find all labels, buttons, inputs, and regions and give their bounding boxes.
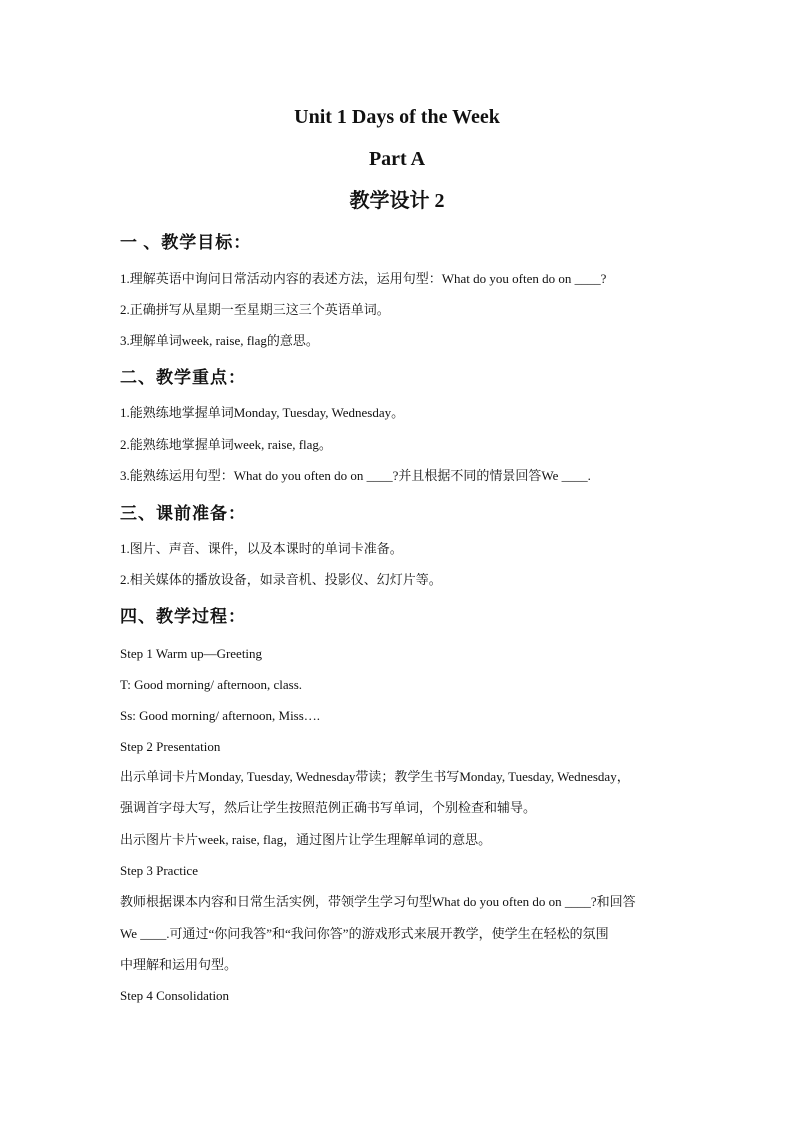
document-part: Part A [368,148,426,170]
process-line: Ss: Good morning/ afternoon, Miss…. [120,708,321,723]
process-line: T: Good morning/ afternoon, class. [120,677,303,692]
process-line: Step 3 Practice [120,863,198,878]
section-heading-key-points: 二、教学重点： [120,368,246,387]
key-point-item: 2.能熟练地掌握单词week, raise, flag。 [120,437,332,452]
key-point-item: 3.能熟练运用句型：What do you often do on ____?并且根据不同的情景回答We ____. [120,468,591,483]
process-line: 出示图片卡片week, raise, flag，通过图片让学生理解单词的意思。 [120,832,492,847]
preparation-item: 1.图片、声音、课件，以及本课时的单词卡准备。 [120,541,403,556]
process-line: Step 4 Consolidation [120,988,230,1003]
preparation-item: 2.相关媒体的播放设备，如录音机、投影仪、幻灯片等。 [120,572,442,587]
document-design-label: 教学设计 2 [349,190,445,212]
section-heading-objectives: 一 、教学目标： [120,233,252,252]
document-title: Unit 1 Days of the Week [294,106,500,128]
process-line: 教师根据课本内容和日常生活实例，带领学生学习句型What do you often do on ____?和回答 [120,894,636,909]
section-heading-process: 四、教学过程： [120,607,246,626]
process-line: Step 1 Warm up—Greeting [120,646,263,661]
process-line: Step 2 Presentation [120,739,221,754]
objective-item: 2.正确拼写从星期一至星期三这三个英语单词。 [120,302,390,317]
objective-item: 3.理解单词week, raise, flag的意思。 [120,333,319,348]
key-point-item: 1.能熟练地掌握单词Monday, Tuesday, Wednesday。 [120,405,405,420]
section-heading-preparation: 三、课前准备： [120,504,246,523]
process-line: 中理解和运用句型。 [120,957,238,972]
process-line: We ____.可通过“你问我答”和“我问你答”的游戏形式来展开教学，使学生在轻松的氛围 [120,926,609,941]
objective-item: 1.理解英语中询问日常活动内容的表述方法，运用句型：What do you often do on ____? [120,271,607,286]
process-line: 出示单词卡片Monday, Tuesday, Wednesday带读；教学生书写Monday, Tuesday, Wednesday， [120,769,630,784]
process-line: 强调首字母大写，然后让学生按照范例正确书写单词，个别检查和辅导。 [120,800,537,815]
